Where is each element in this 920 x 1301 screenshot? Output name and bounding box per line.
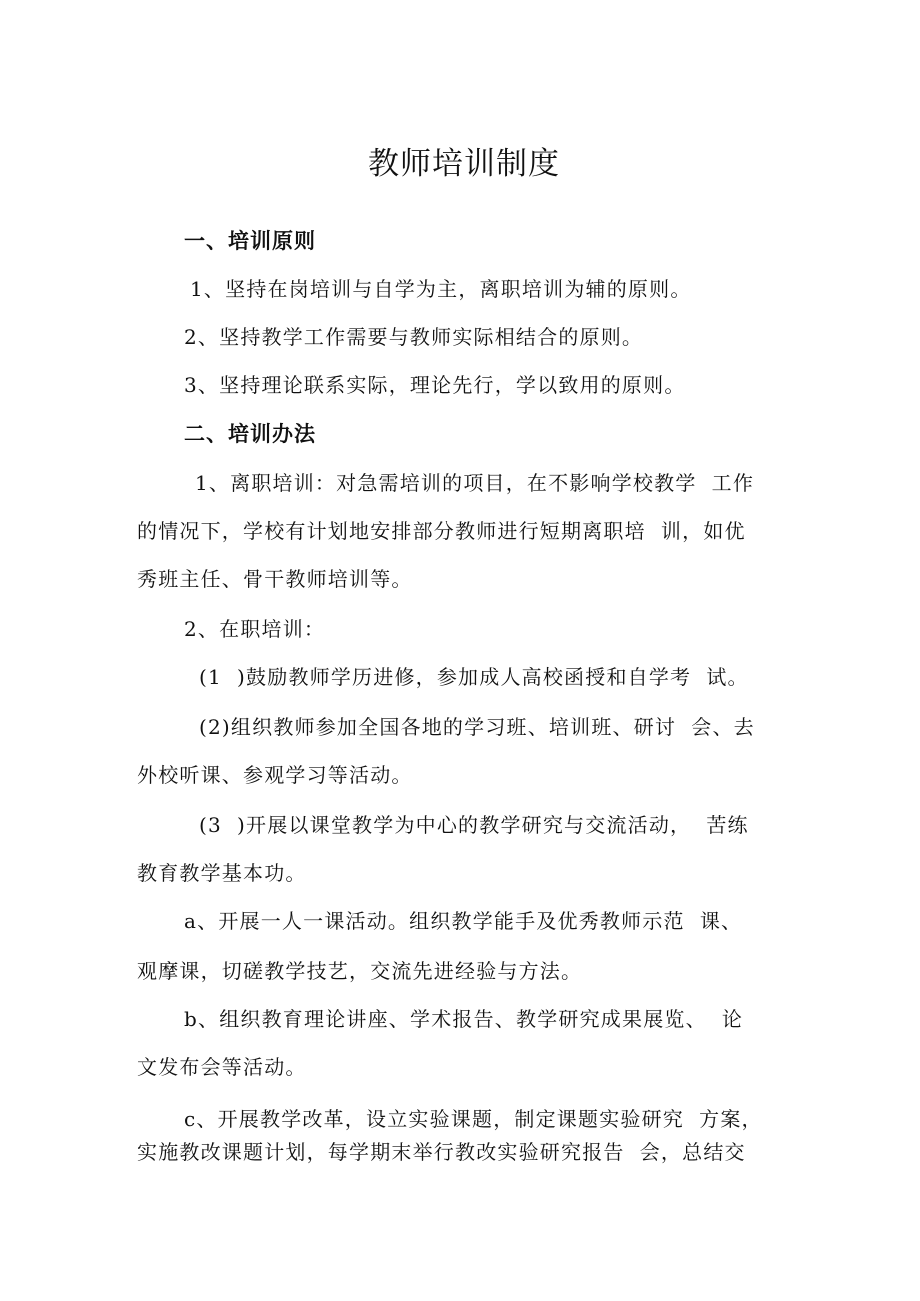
method-line-5: (1 )鼓励教师学历进修，参加成人高校函授和自学考 试。 — [199, 665, 749, 689]
method-line-15: 实施教改课题计划，每学期末举行教改实验研究报告 会，总结交 — [137, 1140, 746, 1164]
method-line-10: a、开展一人一课活动。组织教学能手及优秀教师示范 课、 — [184, 909, 743, 933]
method-line-14: c、开展教学改革，设立实验课题，制定课题实验研究 方案， — [184, 1107, 763, 1131]
method-line-8: (3 )开展以课堂教学为中心的教学研究与交流活动， 苦练 — [199, 813, 749, 837]
method-line-11: 观摩课，切磋教学技艺，交流先进经验与方法。 — [137, 959, 583, 983]
method-line-13: 文发布会等活动。 — [137, 1055, 307, 1079]
method-line-7: 外校听课、参观学习等活动。 — [137, 763, 413, 787]
principle-line-2: 2、坚持教学工作需要与教师实际相结合的原则。 — [184, 325, 644, 349]
method-line-6: (2)组织教师参加全国各地的学习班、培训班、研讨 会、去 — [199, 715, 755, 739]
principle-line-3: 3、坚持理论联系实际，理论先行，学以致用的原则。 — [184, 373, 686, 397]
method-line-3: 秀班主任、骨干教师培训等。 — [137, 567, 413, 591]
method-line-4: 2、在职培训： — [184, 617, 326, 641]
section-heading-methods: 二、培训办法 — [184, 422, 316, 446]
section-heading-principles: 一、培训原则 — [184, 229, 316, 253]
method-line-9: 教育教学基本功。 — [137, 861, 307, 885]
page-title: 教师培训制度 — [368, 146, 560, 182]
principle-line-1: 1、坚持在岗培训与自学为主，离职培训为辅的原则。 — [190, 277, 692, 301]
method-line-12: b、组织教育理论讲座、学术报告、教学研究成果展览、 论 — [184, 1007, 744, 1031]
method-line-1: 1、离职培训：对急需培训的项目，在不影响学校教学 工作 — [195, 471, 755, 495]
method-line-2: 的情况下，学校有计划地安排部分教师进行短期离职培 训，如优 — [137, 519, 746, 543]
